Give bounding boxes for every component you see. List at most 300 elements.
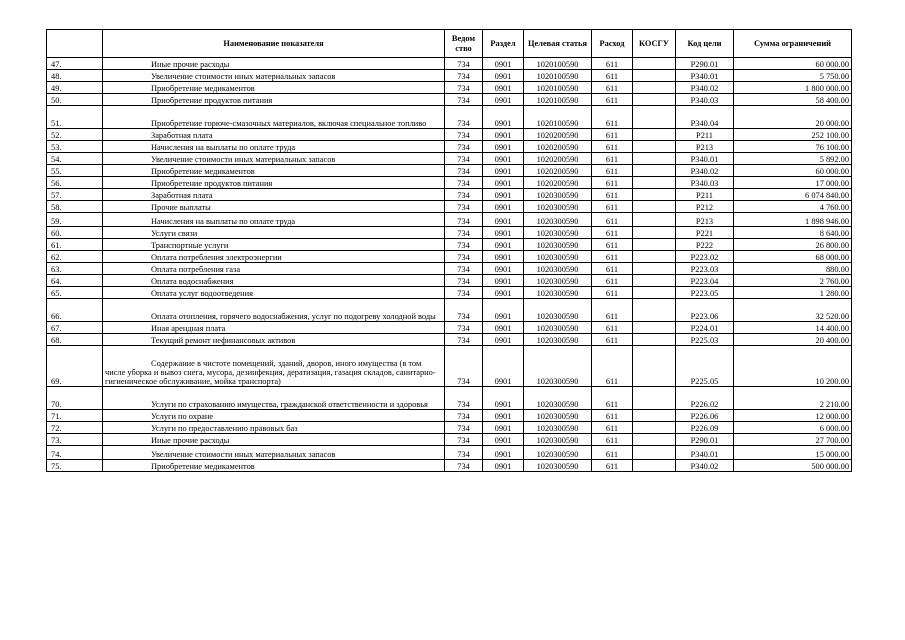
row-number: 55.: [47, 165, 103, 177]
row-code: P223.02: [676, 251, 734, 263]
row-ved: 734: [445, 322, 483, 334]
row-ved: 734: [445, 58, 483, 70]
table-row: [47, 434, 852, 446]
row-kosgu: [633, 346, 676, 387]
row-sum: 32 520.00: [734, 299, 852, 322]
limits-table: [46, 29, 852, 472]
row-rashod: 611: [592, 299, 633, 322]
row-name: [103, 322, 445, 334]
table-row: [47, 287, 852, 299]
row-target: 1020300590: [524, 460, 592, 472]
row-name: [103, 58, 445, 70]
row-kosgu: [633, 201, 676, 213]
header-rashod: Расход: [592, 30, 633, 58]
row-kosgu: [633, 141, 676, 153]
row-target: 1020300590: [524, 387, 592, 410]
row-number: 64.: [47, 275, 103, 287]
row-sum: 60 000.00: [734, 165, 852, 177]
row-sum: 880.00: [734, 263, 852, 275]
row-code: P226.06: [676, 410, 734, 422]
row-sum: 1 898 946.00: [734, 213, 852, 227]
table-row: [47, 387, 852, 410]
row-kosgu: [633, 129, 676, 141]
row-target: 1020300590: [524, 287, 592, 299]
table-row: [47, 165, 852, 177]
row-kosgu: [633, 460, 676, 472]
row-number: 58.: [47, 201, 103, 213]
row-ved: 734: [445, 251, 483, 263]
row-number: 61.: [47, 239, 103, 251]
row-ved: 734: [445, 410, 483, 422]
row-kosgu: [633, 446, 676, 460]
row-rashod: 611: [592, 387, 633, 410]
table-row: [47, 213, 852, 227]
row-name: [103, 177, 445, 189]
row-rashod: 611: [592, 70, 633, 82]
header-name: Наименование показателя: [103, 30, 445, 58]
row-razdel: 0901: [483, 189, 524, 201]
row-target: 1020300590: [524, 346, 592, 387]
row-rashod: 611: [592, 346, 633, 387]
row-kosgu: [633, 165, 676, 177]
table-row: [47, 446, 852, 460]
row-ved: 734: [445, 460, 483, 472]
row-code: P211: [676, 189, 734, 201]
row-kosgu: [633, 334, 676, 346]
row-sum: 20 400.00: [734, 334, 852, 346]
row-razdel: 0901: [483, 177, 524, 189]
row-name: [103, 334, 445, 346]
row-rashod: 611: [592, 251, 633, 263]
row-name-text: Транспортные услуги: [151, 241, 229, 250]
row-target: 1020200590: [524, 165, 592, 177]
table-row: [47, 201, 852, 213]
row-name: [103, 201, 445, 213]
row-ved: 734: [445, 239, 483, 251]
row-target: 1020100590: [524, 58, 592, 70]
row-number: 54.: [47, 153, 103, 165]
row-number: 49.: [47, 82, 103, 94]
row-name-text: Иные прочие расходы: [151, 436, 230, 445]
row-sum: 252 100.00: [734, 129, 852, 141]
row-ved: 734: [445, 422, 483, 434]
row-sum: 8 640.00: [734, 227, 852, 239]
table-row: [47, 177, 852, 189]
row-target: 1020200590: [524, 141, 592, 153]
row-code: P290.01: [676, 434, 734, 446]
row-name-text: Начисления на выплаты по оплате труда: [151, 217, 296, 226]
row-ved: 734: [445, 94, 483, 106]
row-name: [103, 275, 445, 287]
row-ved: 734: [445, 129, 483, 141]
row-target: 1020300590: [524, 334, 592, 346]
row-razdel: 0901: [483, 446, 524, 460]
row-razdel: 0901: [483, 82, 524, 94]
row-razdel: 0901: [483, 201, 524, 213]
row-sum: 500 000.00: [734, 460, 852, 472]
table-row: [47, 460, 852, 472]
row-target: 1020300590: [524, 227, 592, 239]
row-razdel: 0901: [483, 460, 524, 472]
row-razdel: 0901: [483, 94, 524, 106]
row-number: 63.: [47, 263, 103, 275]
row-rashod: 611: [592, 165, 633, 177]
row-name: [103, 299, 445, 322]
row-target: 1020300590: [524, 239, 592, 251]
row-code: P340.02: [676, 460, 734, 472]
row-target: 1020300590: [524, 446, 592, 460]
row-ved: 734: [445, 153, 483, 165]
row-razdel: 0901: [483, 322, 524, 334]
row-ved: 734: [445, 106, 483, 129]
row-code: P226.02: [676, 387, 734, 410]
row-number: 56.: [47, 177, 103, 189]
row-sum: 12 000.00: [734, 410, 852, 422]
row-kosgu: [633, 58, 676, 70]
row-code: P223.03: [676, 263, 734, 275]
row-razdel: 0901: [483, 227, 524, 239]
row-name-text: Текущий ремонт нефинансовых активов: [151, 336, 296, 345]
row-kosgu: [633, 177, 676, 189]
row-rashod: 611: [592, 189, 633, 201]
row-sum: 4 760.00: [734, 201, 852, 213]
row-number: 72.: [47, 422, 103, 434]
row-name-text: Услуги по предоставлению правовых баз: [151, 424, 298, 433]
row-code: P340.01: [676, 70, 734, 82]
row-target: 1020200590: [524, 129, 592, 141]
row-number: 75.: [47, 460, 103, 472]
row-sum: 5 750.00: [734, 70, 852, 82]
row-target: 1020300590: [524, 201, 592, 213]
row-number: 57.: [47, 189, 103, 201]
row-ved: 734: [445, 263, 483, 275]
row-name: [103, 213, 445, 227]
row-number: 68.: [47, 334, 103, 346]
row-name: [103, 346, 445, 387]
row-sum: 76 100.00: [734, 141, 852, 153]
row-kosgu: [633, 434, 676, 446]
row-razdel: 0901: [483, 58, 524, 70]
row-code: P213: [676, 141, 734, 153]
row-razdel: 0901: [483, 213, 524, 227]
row-rashod: 611: [592, 94, 633, 106]
header-razdel: Раздел: [483, 30, 524, 58]
row-target: 1020100590: [524, 106, 592, 129]
row-razdel: 0901: [483, 263, 524, 275]
row-sum: 60 000.00: [734, 58, 852, 70]
row-code: P212: [676, 201, 734, 213]
row-rashod: 611: [592, 141, 633, 153]
header-ved: Ведом ство: [445, 30, 483, 58]
row-ved: 734: [445, 141, 483, 153]
row-sum: 27 700.00: [734, 434, 852, 446]
row-name: [103, 70, 445, 82]
row-number: 52.: [47, 129, 103, 141]
table-row: [47, 58, 852, 70]
row-code: P340.03: [676, 94, 734, 106]
row-kosgu: [633, 251, 676, 263]
row-sum: 10 200.00: [734, 346, 852, 387]
row-rashod: 611: [592, 129, 633, 141]
row-code: P226.09: [676, 422, 734, 434]
table-row: [47, 263, 852, 275]
row-code: P340.04: [676, 106, 734, 129]
table-row: [47, 70, 852, 82]
row-number: 59.: [47, 213, 103, 227]
row-name: [103, 460, 445, 472]
row-rashod: 611: [592, 275, 633, 287]
row-number: 60.: [47, 227, 103, 239]
row-kosgu: [633, 387, 676, 410]
row-rashod: 611: [592, 322, 633, 334]
row-kosgu: [633, 263, 676, 275]
table-row: [47, 334, 852, 346]
row-rashod: 611: [592, 106, 633, 129]
row-rashod: 611: [592, 263, 633, 275]
row-razdel: 0901: [483, 165, 524, 177]
row-name: [103, 189, 445, 201]
row-name: [103, 446, 445, 460]
row-rashod: 611: [592, 422, 633, 434]
row-name-text: Оплата отопления, горячего водоснабжения, услуг по подогреву холодной воды: [151, 312, 436, 321]
header-code: Код цели: [676, 30, 734, 58]
row-rashod: 611: [592, 434, 633, 446]
row-name: [103, 94, 445, 106]
row-name-text: Оплата потребления электроэнергии: [151, 253, 282, 262]
row-number: 67.: [47, 322, 103, 334]
row-kosgu: [633, 106, 676, 129]
row-razdel: 0901: [483, 153, 524, 165]
row-name: [103, 387, 445, 410]
row-razdel: 0901: [483, 334, 524, 346]
table-row: [47, 346, 852, 387]
row-kosgu: [633, 70, 676, 82]
row-name-text: Начисления на выплаты по оплате труда: [151, 143, 296, 152]
row-kosgu: [633, 322, 676, 334]
row-code: P340.02: [676, 82, 734, 94]
row-code: P223.05: [676, 287, 734, 299]
row-ved: 734: [445, 275, 483, 287]
row-name: [103, 434, 445, 446]
row-sum: 2 760.00: [734, 275, 852, 287]
row-name: [103, 263, 445, 275]
row-name-text: Оплата водоснабжения: [151, 277, 234, 286]
row-ved: 734: [445, 227, 483, 239]
row-target: 1020300590: [524, 322, 592, 334]
row-name: [103, 141, 445, 153]
row-rashod: 611: [592, 227, 633, 239]
row-razdel: 0901: [483, 275, 524, 287]
row-rashod: 611: [592, 460, 633, 472]
row-razdel: 0901: [483, 287, 524, 299]
row-ved: 734: [445, 177, 483, 189]
row-ved: 734: [445, 334, 483, 346]
header-sum: Сумма ограничений: [734, 30, 852, 58]
row-ved: 734: [445, 189, 483, 201]
row-rashod: 611: [592, 201, 633, 213]
row-name-text: Услуги связи: [151, 229, 198, 238]
row-name: [103, 422, 445, 434]
row-name: [103, 227, 445, 239]
row-kosgu: [633, 422, 676, 434]
row-sum: 20 000.00: [734, 106, 852, 129]
row-number: 73.: [47, 434, 103, 446]
row-sum: 6 000.00: [734, 422, 852, 434]
row-kosgu: [633, 227, 676, 239]
row-name-text: Приобретение горюче-смазочных материалов, включая специальное топливо: [151, 119, 427, 128]
row-code: P340.01: [676, 153, 734, 165]
row-name-text: Увеличение стоимости иных материальных запасов: [151, 450, 336, 459]
table-row: [47, 410, 852, 422]
table-row: [47, 94, 852, 106]
row-target: 1020300590: [524, 251, 592, 263]
row-razdel: 0901: [483, 251, 524, 263]
row-rashod: 611: [592, 410, 633, 422]
row-name: [103, 129, 445, 141]
row-kosgu: [633, 213, 676, 227]
row-number: 47.: [47, 58, 103, 70]
row-rashod: 611: [592, 287, 633, 299]
table-row: [47, 129, 852, 141]
table-row: [47, 275, 852, 287]
row-name: [103, 82, 445, 94]
row-number: 51.: [47, 106, 103, 129]
row-name-text: Прочие выплаты: [151, 203, 211, 212]
row-sum: 17 000.00: [734, 177, 852, 189]
row-name-text: Оплата услуг водоотведения: [151, 289, 253, 298]
table-row: [47, 153, 852, 165]
row-ved: 734: [445, 70, 483, 82]
row-code: P211: [676, 129, 734, 141]
row-name: [103, 251, 445, 263]
row-name: [103, 106, 445, 129]
row-name-text: Услуги по страхованию имущества, гражданской ответственности и здоровья: [151, 400, 428, 409]
row-target: 1020300590: [524, 434, 592, 446]
row-name-text: Приобретение медикаментов: [151, 84, 255, 93]
row-razdel: 0901: [483, 129, 524, 141]
row-ved: 734: [445, 346, 483, 387]
row-sum: 68 000.00: [734, 251, 852, 263]
row-target: 1020300590: [524, 213, 592, 227]
row-target: 1020200590: [524, 153, 592, 165]
row-ved: 734: [445, 287, 483, 299]
row-kosgu: [633, 299, 676, 322]
row-number: 74.: [47, 446, 103, 460]
row-code: P223.06: [676, 299, 734, 322]
row-kosgu: [633, 275, 676, 287]
row-name: [103, 239, 445, 251]
row-razdel: 0901: [483, 70, 524, 82]
row-code: P222: [676, 239, 734, 251]
row-ved: 734: [445, 165, 483, 177]
row-name-text: Увеличение стоимости иных материальных запасов: [151, 72, 336, 81]
row-code: P340.03: [676, 177, 734, 189]
row-razdel: 0901: [483, 239, 524, 251]
table-row: [47, 82, 852, 94]
row-number: 53.: [47, 141, 103, 153]
row-name-text: Оплата потребления газа: [151, 265, 241, 274]
row-razdel: 0901: [483, 387, 524, 410]
row-razdel: 0901: [483, 422, 524, 434]
row-name-text: Иная арендная плата: [151, 324, 226, 333]
row-kosgu: [633, 287, 676, 299]
row-kosgu: [633, 94, 676, 106]
row-name-text: Заработная плата: [151, 131, 213, 140]
row-sum: 1 280.00: [734, 287, 852, 299]
table-row: [47, 322, 852, 334]
row-name-text: Приобретение продуктов питания: [151, 96, 273, 105]
row-rashod: 611: [592, 334, 633, 346]
row-code: P225.05: [676, 346, 734, 387]
row-sum: 2 210.00: [734, 387, 852, 410]
row-name: [103, 287, 445, 299]
row-target: 1020300590: [524, 263, 592, 275]
row-number: 70.: [47, 387, 103, 410]
row-number: 48.: [47, 70, 103, 82]
row-number: 71.: [47, 410, 103, 422]
row-rashod: 611: [592, 213, 633, 227]
row-sum: 14 400.00: [734, 322, 852, 334]
row-number: 50.: [47, 94, 103, 106]
row-code: P225.03: [676, 334, 734, 346]
row-rashod: 611: [592, 82, 633, 94]
row-number: 62.: [47, 251, 103, 263]
row-name-text: Приобретение медикаментов: [151, 462, 255, 471]
row-ved: 734: [445, 82, 483, 94]
table-row: [47, 227, 852, 239]
table-row: [47, 251, 852, 263]
row-target: 1020300590: [524, 422, 592, 434]
row-razdel: 0901: [483, 434, 524, 446]
row-target: 1020300590: [524, 299, 592, 322]
header-target: Целевая статья: [524, 30, 592, 58]
row-kosgu: [633, 189, 676, 201]
row-kosgu: [633, 82, 676, 94]
limits-table-container: [46, 29, 852, 472]
row-rashod: 611: [592, 153, 633, 165]
row-sum: 5 892.00: [734, 153, 852, 165]
row-kosgu: [633, 239, 676, 251]
table-row: [47, 106, 852, 129]
row-razdel: 0901: [483, 106, 524, 129]
row-ved: 734: [445, 213, 483, 227]
row-code: P221: [676, 227, 734, 239]
header-kosgu: КОСГУ: [633, 30, 676, 58]
row-rashod: 611: [592, 177, 633, 189]
row-name: [103, 410, 445, 422]
row-number: 69.: [47, 346, 103, 387]
row-code: P340.01: [676, 446, 734, 460]
row-rashod: 611: [592, 446, 633, 460]
table-row: [47, 239, 852, 251]
row-ved: 734: [445, 201, 483, 213]
row-target: 1020100590: [524, 94, 592, 106]
row-kosgu: [633, 153, 676, 165]
row-ved: 734: [445, 299, 483, 322]
row-name: [103, 153, 445, 165]
row-name-text: Услуги по охране: [151, 412, 214, 421]
row-ved: 734: [445, 446, 483, 460]
row-number: 66.: [47, 299, 103, 322]
table-row: [47, 299, 852, 322]
row-name: [103, 165, 445, 177]
row-code: P224.01: [676, 322, 734, 334]
row-sum: 6 074 840.00: [734, 189, 852, 201]
row-code: P213: [676, 213, 734, 227]
row-razdel: 0901: [483, 299, 524, 322]
row-razdel: 0901: [483, 141, 524, 153]
row-sum: 15 000.00: [734, 446, 852, 460]
